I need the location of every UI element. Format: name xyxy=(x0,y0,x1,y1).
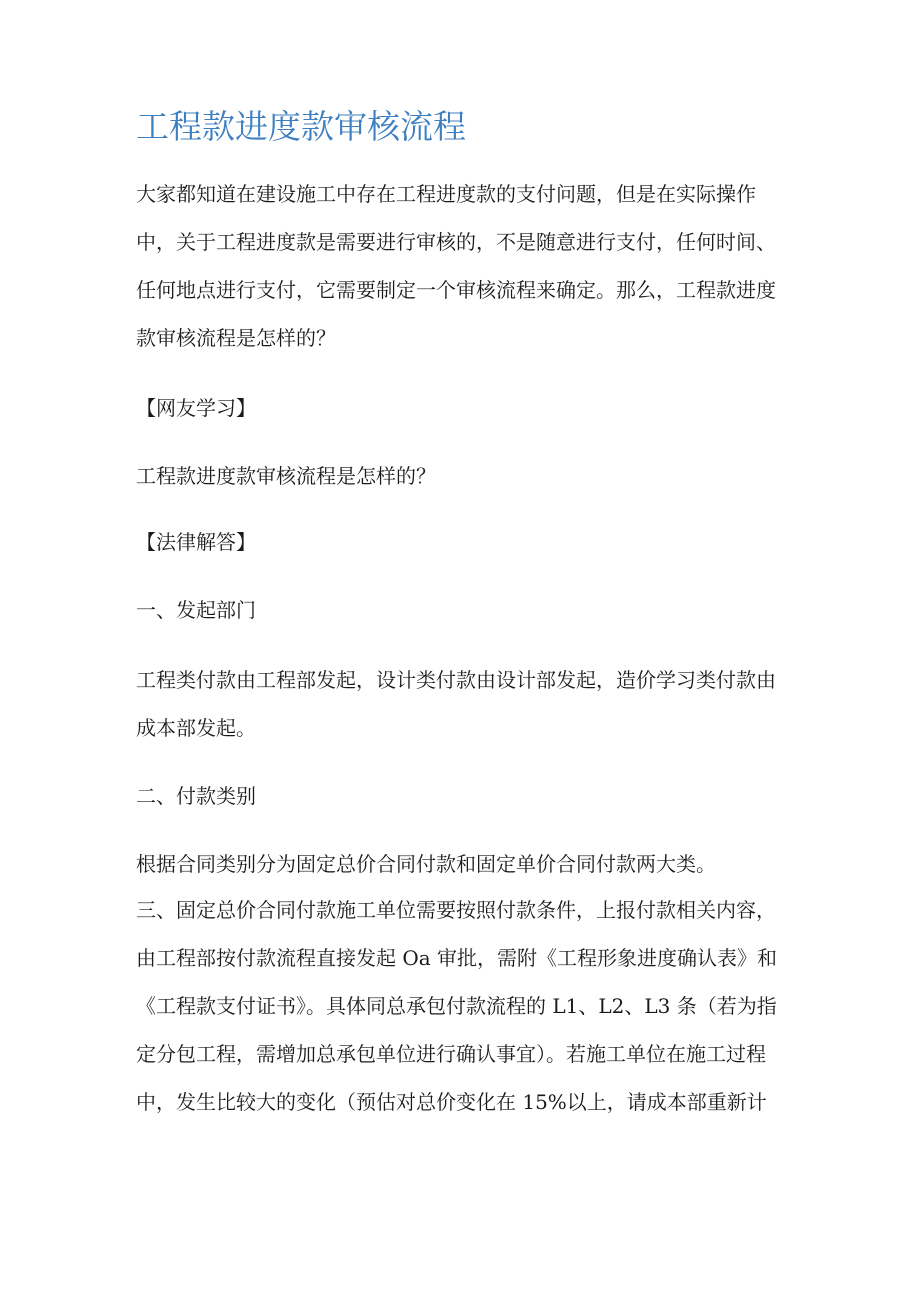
paragraph-fixed-price-payment xyxy=(136,886,796,1126)
paragraph-payment-category xyxy=(136,840,796,888)
question-paragraph xyxy=(136,452,796,500)
section-legal-label xyxy=(136,518,796,566)
intro-line: 款审核流程是怎样的？ xyxy=(136,326,336,350)
intro-line: 中，关于工程进度款是需要进行审核的，不是随意进行支付，任何时间、 xyxy=(136,230,776,254)
para-3-line: 《工程款支付证书》。具体同总承包付款流程的 L1、L2、L3 条（若为指 xyxy=(136,994,777,1018)
intro-line: 任何地点进行支付，它需要制定一个审核流程来确定。那么，工程款进度 xyxy=(136,278,776,302)
heading-2-text: 二、付款类别 xyxy=(136,784,256,808)
section-legal-text: 【法律解答】 xyxy=(136,530,256,554)
heading-initiating-department xyxy=(136,586,796,634)
paragraph-initiating-department xyxy=(136,656,796,752)
heading-1-text: 一、发起部门 xyxy=(136,598,256,622)
para-3-line: 由工程部按付款流程直接发起 Oa 审批，需附《工程形象进度确认表》和 xyxy=(136,946,778,970)
question-text: 工程款进度款审核流程是怎样的？ xyxy=(136,464,436,488)
section-netizen-label xyxy=(136,384,796,432)
para-2-text: 根据合同类别分为固定总价合同付款和固定单价合同付款两大类。 xyxy=(136,852,716,876)
intro-line: 大家都知道在建设施工中存在工程进度款的支付问题，但是在实际操作 xyxy=(136,182,756,206)
heading-payment-category xyxy=(136,772,796,820)
para-3-line: 三、固定总价合同付款施工单位需要按照付款条件，上报付款相关内容， xyxy=(136,898,776,922)
page-title: 工程款进度款审核流程 xyxy=(136,107,466,146)
intro-paragraph xyxy=(136,170,796,362)
section-netizen-text: 【网友学习】 xyxy=(136,396,256,420)
para-1-line: 工程类付款由工程部发起，设计类付款由设计部发起，造价学习类付款由 xyxy=(136,668,776,692)
para-1-line: 成本部发起。 xyxy=(136,716,256,740)
para-3-line: 定分包工程，需增加总承包单位进行确认事宜）。若施工单位在施工过程 xyxy=(136,1042,766,1066)
para-3-line: 中，发生比较大的变化（预估对总价变化在 15%以上，请成本部重新计 xyxy=(136,1090,767,1114)
